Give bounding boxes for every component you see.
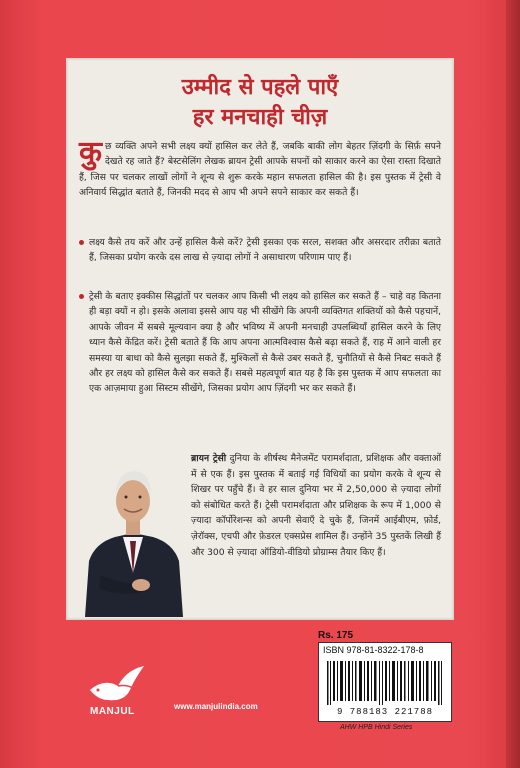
- bullet-item: [79, 235, 441, 266]
- author-photo: [81, 457, 186, 617]
- title-line-2: हर मनचाही चीज़: [192, 105, 328, 130]
- barcode-number: 9 788183 221788: [336, 707, 433, 717]
- bullet-text: ट्रेसी के बताए इक्कीस सिद्धांतों पर चलकर आप किसी भी लक्ष्य को हासिल कर सकते हैं – चाहे वह कितना ही बड़ा क्यों न हो। इसके अलावा इससे आप यह भी सीखेंगे कि अपनी व्यक्तिगत शक्तियों को कैसे पहचानें, आपके जीवन में सबसे मूल्यवान क्या है और भविष्य में अपनी मनचाही उपलब्धियाँ हासिल करने के लिए ध्यान कैसे केंद्रित करें। ट्रेसी बताते हैं कि आप अपना आत्मविश्वास कैसे बढ़ा सकते हैं, राह में आने वाली हर समस्या या बाधा को कैसे सुलझा सकते हैं, मुश्किलों से कैसे उबर सकते हैं, चुनौतियों से कैसे निबट सकते हैं और हर लक्ष्य को हासिल कैसे कर सकते हैं। सबसे महत्वपूर्ण बात यह है कि इस पुस्तक में आप सफलता का एक आज़माया हुआ सिस्टम सीखेंगे, जिसका प्रयोग आप ज़िंदगी भर कर सकते हैं।: [89, 291, 441, 395]
- intro-paragraph: [79, 135, 441, 201]
- price: Rs. 175: [318, 630, 354, 641]
- author-name: ब्रायन ट्रेसी: [191, 453, 227, 464]
- author-bio-text: दुनिया के शीर्षस्थ मैनेजमेंट परामर्शदाता, प्रशिक्षक और वक्ताओं में से एक हैं। इस पुस्तक में बताई गई विधियों का प्रयोग करके वे शून्य से शिखर पर पहुँचे हैं। वे हर साल दुनिया भर में 2,50,000 से ज़्यादा लोगों को संबोधित करते हैं। ट्रेसी परामर्शदाता और प्रशिक्षक के रूप में 1,000 से ज़्यादा कॉर्पोरेशन्स को अपनी सेवाएँ दे चुके हैं, जिनमें आईबीएम, फ़ोर्ड, ज़ेरॉक्स, एचपी और फ़ेडरल एक्सप्रेस शामिल हैं। उन्होंने 35 पुस्तकें लिखी हैं और 300 से ज़्यादा ऑडियो-वीडियो प्रोग्राम्स तैयार किए हैं।: [191, 453, 441, 558]
- text-panel: [66, 58, 454, 620]
- publisher-name: MANJUL: [90, 706, 135, 717]
- barcode-icon: [327, 661, 443, 705]
- bullet-icon: [79, 240, 84, 245]
- bullet-item: [79, 289, 441, 397]
- bullet-icon: [79, 294, 84, 299]
- bullet-text: लक्ष्य कैसे तय करें और उन्हें हासिल कैसे करें? ट्रेसी इसका एक सरल, सशक्त और असरदार तरीक़ा बताते हैं, जिसका प्रयोग करके दस लाख से ज़्यादा लोगों ने असाधारण परिणाम पाए हैं।: [89, 237, 441, 264]
- series-label: AHW HPB Hindi Series: [340, 724, 413, 731]
- isbn-label: ISBN 978-81-8322-178-8: [323, 645, 424, 655]
- isbn-barcode-box: [318, 642, 452, 722]
- intro-text: छ व्यक्ति अपने सभी लक्ष्य क्यों हासिल कर लेते हैं, जबकि बाकी लोग बेहतर ज़िंदगी के सिर्फ़ सपने देखते रह जाते हैं? बेस्टसेलिंग लेखक ब्रायन ट्रेसी आपके सपनों को साकार करने का ऐसा रास्ता दिखाते हैं, जिस पर चलकर लाखों लोगों ने शून्य से शुरू करके महान सफलता हासिल की है। इस पुस्तक में ट्रेसी वे अनिवार्य सिद्धांत बताते हैं, जिनकी मदद से आप भी अपने सपने साकार कर सकते हैं।: [79, 141, 441, 199]
- title-line-1: उम्मीद से पहले पाएँ: [181, 75, 339, 100]
- publisher-website: www.manjulindia.com: [174, 702, 258, 711]
- cover-edge: [506, 0, 520, 768]
- author-bio: [191, 451, 441, 560]
- dropcap: कु: [79, 135, 103, 170]
